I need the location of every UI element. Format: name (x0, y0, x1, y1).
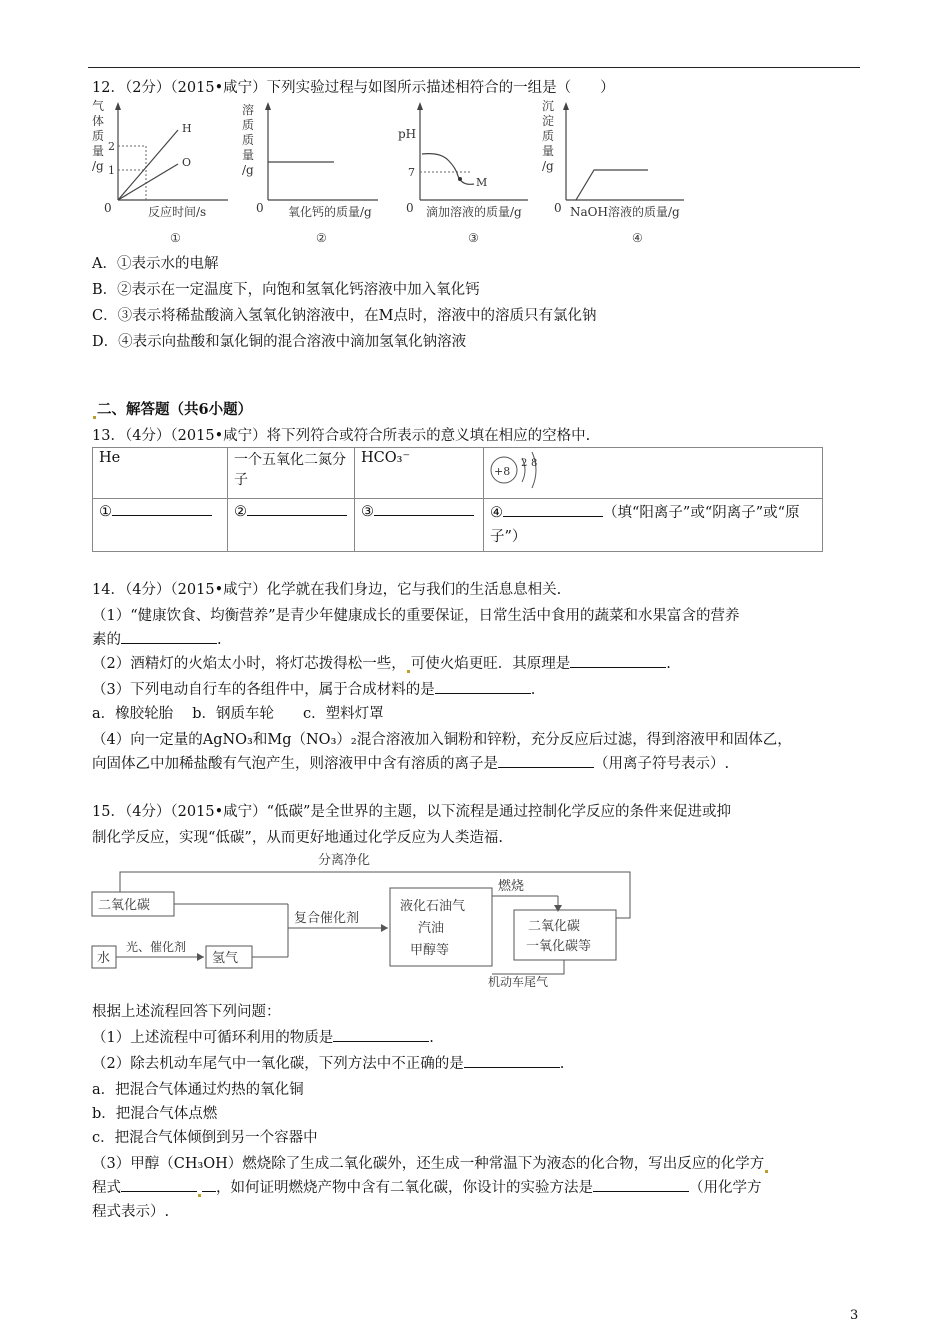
g2-origin: 0 (256, 201, 264, 215)
q14-p3: （3）下列电动自行车的各组件中，属于合成材料的是 . (92, 678, 535, 699)
q12-option-c: C．③表示将稀盐酸滴入氢氧化钠溶液中，在M点时，溶液中的溶质只有氯化钠 (92, 308, 597, 324)
g1-ytick-2: 2 (108, 140, 115, 153)
q12-option-b: B．②表示在一定温度下，向饱和氢氧化钙溶液中加入氧化钙 (92, 282, 480, 298)
graph-2 (242, 102, 378, 245)
q13-answer-4[interactable]: ④ （填“阳离子”或“阴离子”或“原子”） (484, 499, 823, 552)
g3-point-m: M (476, 176, 488, 189)
q14-p1a: （1）“健康饮食、均衡营养”是青少年健康成长的重要保证，日常生活中食用的蔬菜和水果富含的营养 (92, 608, 740, 624)
flow-light: 光、催化剂 (126, 940, 187, 954)
flow-water: 水 (97, 951, 111, 966)
q15-stem-1: 15．（4分）（2015•咸宁）“低碳”是全世界的主题，以下流程是通过控制化学反应的条件来促进或抑 (92, 804, 731, 820)
g4-ylabel-0: 沉 (542, 99, 555, 113)
atom-shell-1: 2 (521, 458, 528, 469)
g2-ylabel-4: /g (242, 163, 254, 177)
q15-opt-a: a．把混合气体通过灼热的氧化铜 (92, 1082, 304, 1098)
g4-num: ④ (632, 231, 643, 245)
q13-answer-2[interactable]: ② (228, 499, 355, 552)
g2-num: ② (316, 231, 327, 245)
q15-blank-3[interactable] (121, 1177, 197, 1192)
q15-opt-b: b．把混合气体点燃 (92, 1106, 218, 1122)
q13-cell-atom (484, 448, 823, 499)
q12-option-d: D．④表示向盐酸和氯化铜的混合溶液中滴加氢氧化钠溶液 (92, 334, 467, 350)
g4-origin: 0 (554, 201, 562, 215)
flow-catalyst: 复合催化剂 (294, 911, 360, 926)
q15-p3b: 程式 ，如何证明燃烧产物中含有二氧化碳，你设计的实验方法是 （用化学方 (92, 1176, 762, 1197)
section-title: 二、解答题（共6小题） (92, 398, 252, 419)
q13-hint: （填“阳离子”或“阴离子”或“原子”） (490, 505, 800, 545)
q15-intro: 根据上述流程回答下列问题： (92, 1004, 281, 1020)
q13-answer-3[interactable]: ③ (355, 499, 484, 552)
q12-option-a: A．①表示水的电解 (92, 256, 219, 272)
q15-p2: （2）除去机动车尾气中一氧化碳，下列方法中不正确的是 . (92, 1052, 564, 1073)
header-rule (88, 67, 860, 68)
q12-stem: 12．（2分）（2015•咸宁）下列实验过程与如图所示描述相符合的一组是（ ） (92, 80, 615, 96)
g4-ylabel-1: 淀 (542, 114, 555, 128)
q15-p1: （1）上述流程中可循环利用的物质是 . (92, 1026, 434, 1047)
flow-burn: 燃烧 (498, 879, 525, 894)
q15-blank-4[interactable] (593, 1177, 689, 1192)
q15-stem-2: 制化学反应，实现“低碳”，从而更好地通过化学反应为人类造福. (92, 830, 503, 846)
g1-num: ① (170, 231, 181, 245)
g4-ylabel-4: /g (542, 159, 554, 173)
q14-blank-4[interactable] (498, 753, 594, 768)
flow-co2: 二氧化碳 (98, 898, 151, 913)
g2-ylabel-1: 质 (242, 118, 255, 132)
flow-exhaust: 机动车尾气 (488, 975, 549, 988)
g1-origin: 0 (104, 201, 112, 215)
g1-line-o: O (182, 156, 192, 169)
q14-blank-1[interactable] (121, 629, 217, 644)
q14-p2: （2）酒精灯的火焰太小时，将灯芯拨得松一些， 可使火焰更旺．其原理是 . (92, 652, 671, 673)
g1-xlabel: 反应时间/s (148, 205, 207, 219)
graph-1 (92, 98, 228, 245)
flow-fuel-3: 甲醇等 (410, 943, 450, 958)
g2-ylabel-0: 溶 (242, 103, 255, 117)
g4-ylabel-2: 质 (542, 129, 555, 143)
flow-top-label: 分离净化 (318, 853, 371, 868)
q15-blank-1[interactable] (333, 1027, 429, 1042)
graph-4 (542, 99, 684, 245)
g2-xlabel: 氧化钙的质量/g (288, 205, 372, 219)
g2-ylabel-2: 质 (242, 133, 255, 147)
g3-num: ③ (468, 231, 479, 245)
q13-cell-n2o5: 一个五氧化二氮分子 (228, 448, 355, 499)
g3-origin: 0 (406, 201, 414, 215)
flow-product-2: 一氧化碳等 (526, 939, 592, 954)
g3-ytick: 7 (408, 166, 415, 179)
flow-fuel-1: 液化石油气 (400, 899, 466, 914)
q15-flowchart (88, 848, 648, 988)
q14-p4a: （4）向一定量的AgNO₃和Mg（NO₃）₂混合溶液加入铜粉和锌粉，充分反应后过滤，得到溶液甲和固体乙， (92, 732, 792, 748)
atom-shell-2: 8 (531, 458, 538, 469)
g2-ylabel-3: 量 (242, 148, 255, 162)
q13-stem: 13．（4分）（2015•咸宁）将下列符合或符合所表示的意义填在相应的空格中. (92, 428, 591, 444)
q13-table (92, 447, 823, 552)
flow-product-1: 二氧化碳 (528, 919, 581, 934)
q14-blank-3[interactable] (435, 679, 531, 694)
g1-ylabel-1: 体 (92, 114, 105, 128)
g4-ylabel-3: 量 (542, 144, 555, 158)
g3-ylabel: pH (398, 127, 417, 141)
q13-answer-1[interactable]: ① (93, 499, 228, 552)
page-number: 3 (850, 1308, 859, 1323)
g1-ytick-1: 1 (108, 164, 115, 177)
g1-ylabel-3: 量 (92, 144, 105, 158)
flow-h2: 氢气 (212, 951, 239, 966)
q15-p3e: 程式表示）. (92, 1204, 170, 1220)
q14-p3-options: a．橡胶轮胎 b．钢质车轮 c．塑料灯罩 (92, 706, 384, 722)
q15-p3a: （3）甲醇（CH₃OH）燃烧除了生成二氧化碳外，还生成一种常温下为液态的化合物，写出反应的化学方 (92, 1152, 769, 1173)
q13-cell-hco3: HCO₃⁻ (355, 448, 484, 499)
q15-opt-c: c．把混合气体倾倒到另一个容器中 (92, 1130, 318, 1146)
g1-ylabel-0: 气 (92, 99, 105, 113)
q14-stem: 14．（4分）（2015•咸宁）化学就在我们身边，它与我们的生活息息相关. (92, 582, 562, 598)
atom-structure-diagram (484, 448, 564, 494)
flow-fuel-2: 汽油 (418, 921, 445, 936)
atom-nucleus: +8 (494, 465, 511, 478)
q12-graphs (88, 98, 688, 248)
g3-xlabel: 滴加溶液的质量/g (426, 205, 522, 219)
q14-p1b: 素的 . (92, 628, 222, 649)
q14-p4b: 向固体乙中加稀盐酸有气泡产生，则溶液甲中含有溶质的离子是 （用离子符号表示）. (92, 752, 729, 773)
g1-line-h: H (182, 122, 192, 135)
graph-3 (398, 102, 528, 245)
q13-cell-he: He (93, 448, 228, 499)
q15-blank-2[interactable] (464, 1053, 560, 1068)
q14-blank-2[interactable] (570, 653, 666, 668)
g1-ylabel-4: /g (92, 159, 104, 173)
g1-ylabel-2: 质 (92, 129, 105, 143)
g4-xlabel: NaOH溶液的质量/g (570, 205, 680, 219)
